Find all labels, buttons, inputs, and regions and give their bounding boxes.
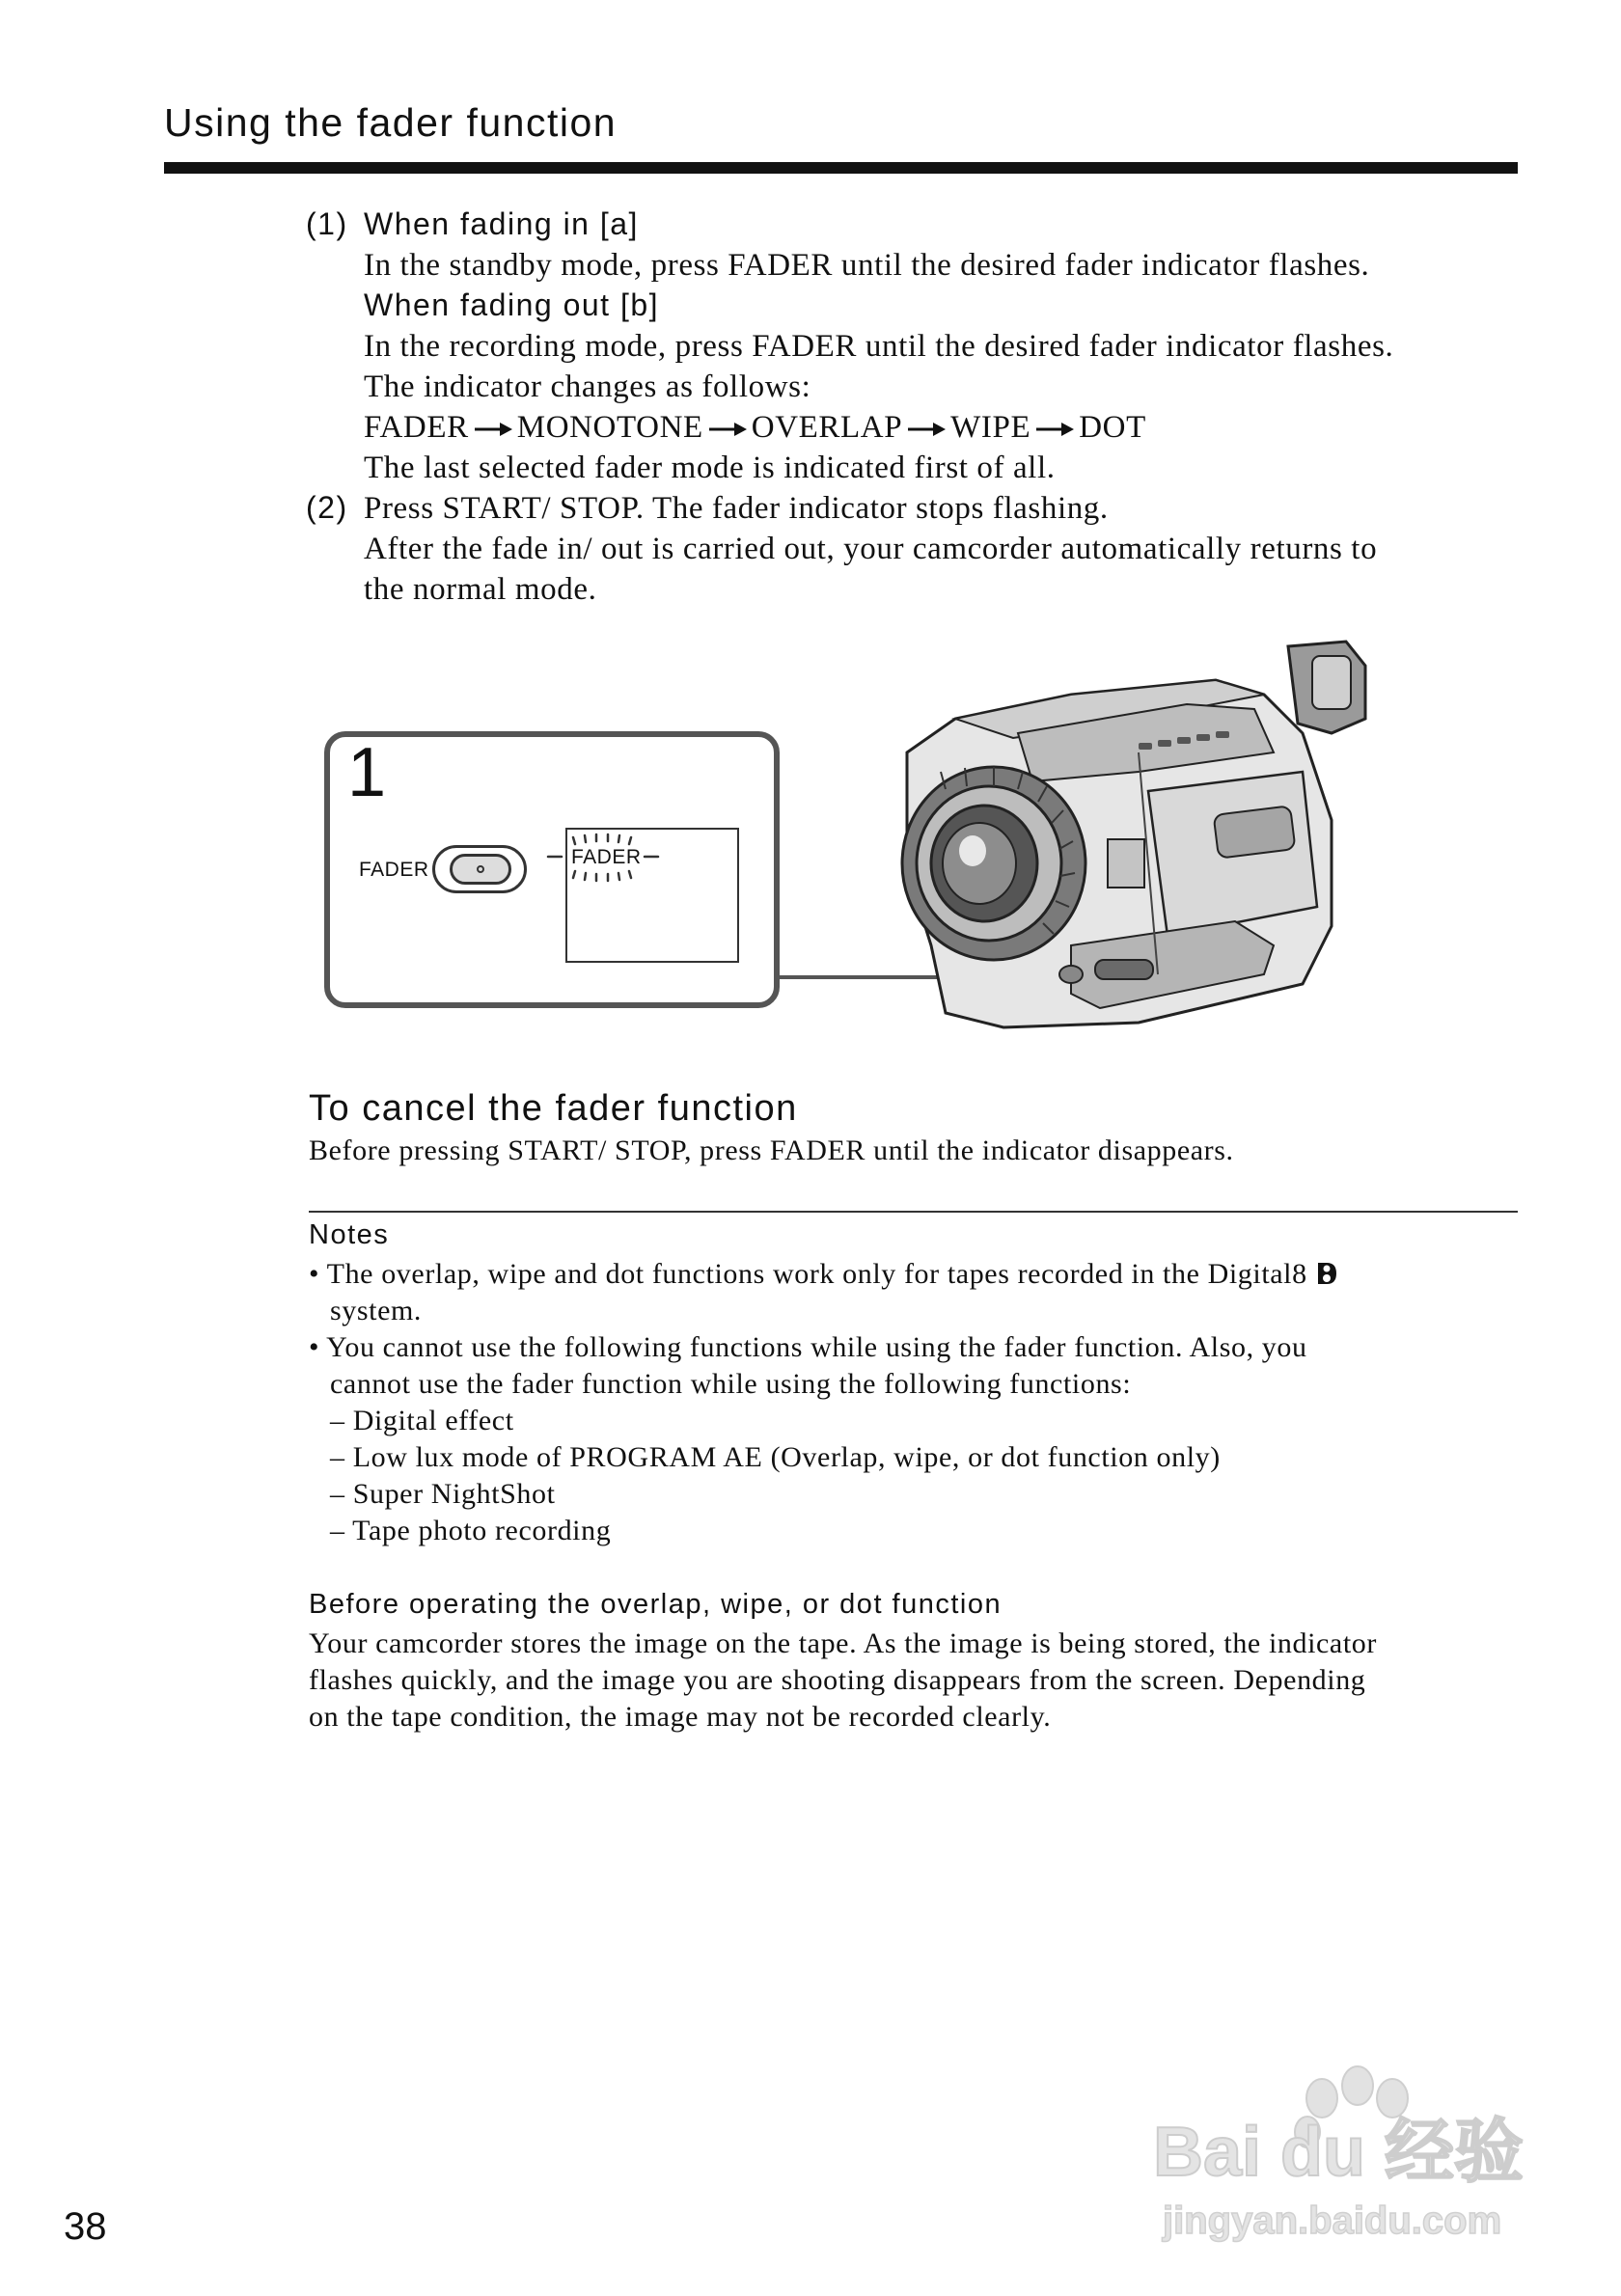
before-operating-line-1: Your camcorder stores the image on the tape. As the image is being stored, the indicator: [309, 1627, 1377, 1659]
step-2-text: Press START/ STOP. The fader indicator stops flashing.: [364, 491, 1109, 526]
arrow-right-icon: [473, 420, 513, 439]
fader-sequence: [364, 407, 1146, 448]
note-2-line-1: • You cannot use the following functions while using the fader function. Also, you: [309, 1331, 1307, 1363]
baidu-watermark-logo: [1153, 2055, 1558, 2248]
page-title: Using the fader function: [164, 100, 618, 145]
note-1-text: • The overlap, wipe and dot functions work only for tapes recorded in the Digital8: [309, 1258, 1307, 1290]
sequence-item: DOT: [1079, 410, 1146, 445]
last-selected-text: The last selected fader mode is indicated first of all.: [364, 451, 1056, 485]
screen-fader-indicator: FADER: [571, 846, 642, 868]
list-item: – Digital effect: [330, 1405, 514, 1436]
figure-step-number: 1: [347, 734, 387, 811]
before-operating-line-2: flashes quickly, and the image you are shooting disappears from the screen. Depending: [309, 1664, 1366, 1696]
fade-out-heading: When fading out [b]: [364, 287, 660, 322]
sequence-item: FADER: [364, 410, 469, 445]
fade-out-text: In the recording mode, press FADER until the desired fader indicator flashes.: [364, 329, 1394, 364]
cancel-heading: To cancel the fader function: [309, 1088, 798, 1129]
list-item: – Low lux mode of PROGRAM AE (Overlap, wipe, or dot function only): [330, 1441, 1221, 1473]
fade-in-heading: When fading in [a]: [364, 206, 639, 241]
fade-in-text: In the standby mode, press FADER until the desired fader indicator flashes.: [364, 248, 1370, 283]
list-item: – Super NightShot: [330, 1478, 556, 1510]
step-2-number: (2): [306, 490, 348, 525]
cancel-text: Before pressing START/ STOP, press FADER until the indicator disappears.: [309, 1134, 1234, 1166]
page-number: 38: [64, 2205, 107, 2248]
note-1-line-2: system.: [330, 1295, 423, 1326]
watermark-url: jingyan.baidu.com: [1163, 2200, 1502, 2242]
notes-heading: Notes: [309, 1219, 390, 1250]
notes-rule: [309, 1211, 1518, 1213]
step-2-line-2: After the fade in/ out is carried out, your camcorder automatically returns to: [364, 532, 1378, 566]
sequence-item: WIPE: [950, 410, 1031, 445]
arrow-right-icon: [707, 420, 748, 439]
sequence-item: OVERLAP: [751, 410, 903, 445]
before-operating-line-3: on the tape condition, the image may not be recorded clearly.: [309, 1701, 1052, 1733]
note-2-line-2: cannot use the fader function while using the following functions:: [330, 1368, 1132, 1400]
arrow-right-icon: [906, 420, 947, 439]
note-1-line-1: [309, 1256, 1340, 1293]
watermark-brand: Bai du 经验: [1153, 2114, 1525, 2191]
fader-button-label: FADER: [359, 859, 429, 881]
fader-button-dot-icon: [477, 865, 484, 873]
step-2-line-3: the normal mode.: [364, 572, 597, 607]
sequence-item: MONOTONE: [516, 410, 703, 445]
list-item: – Tape photo recording: [330, 1515, 612, 1546]
digital8-logo-icon: [1315, 1260, 1340, 1287]
indicator-intro: The indicator changes as follows:: [364, 369, 811, 404]
step-1-number: (1): [306, 206, 348, 241]
before-operating-heading: Before operating the overlap, wipe, or dot function: [309, 1589, 1003, 1620]
camcorder-illustration: [849, 627, 1389, 1042]
header-rule: [164, 162, 1518, 174]
arrow-right-icon: [1034, 420, 1075, 439]
